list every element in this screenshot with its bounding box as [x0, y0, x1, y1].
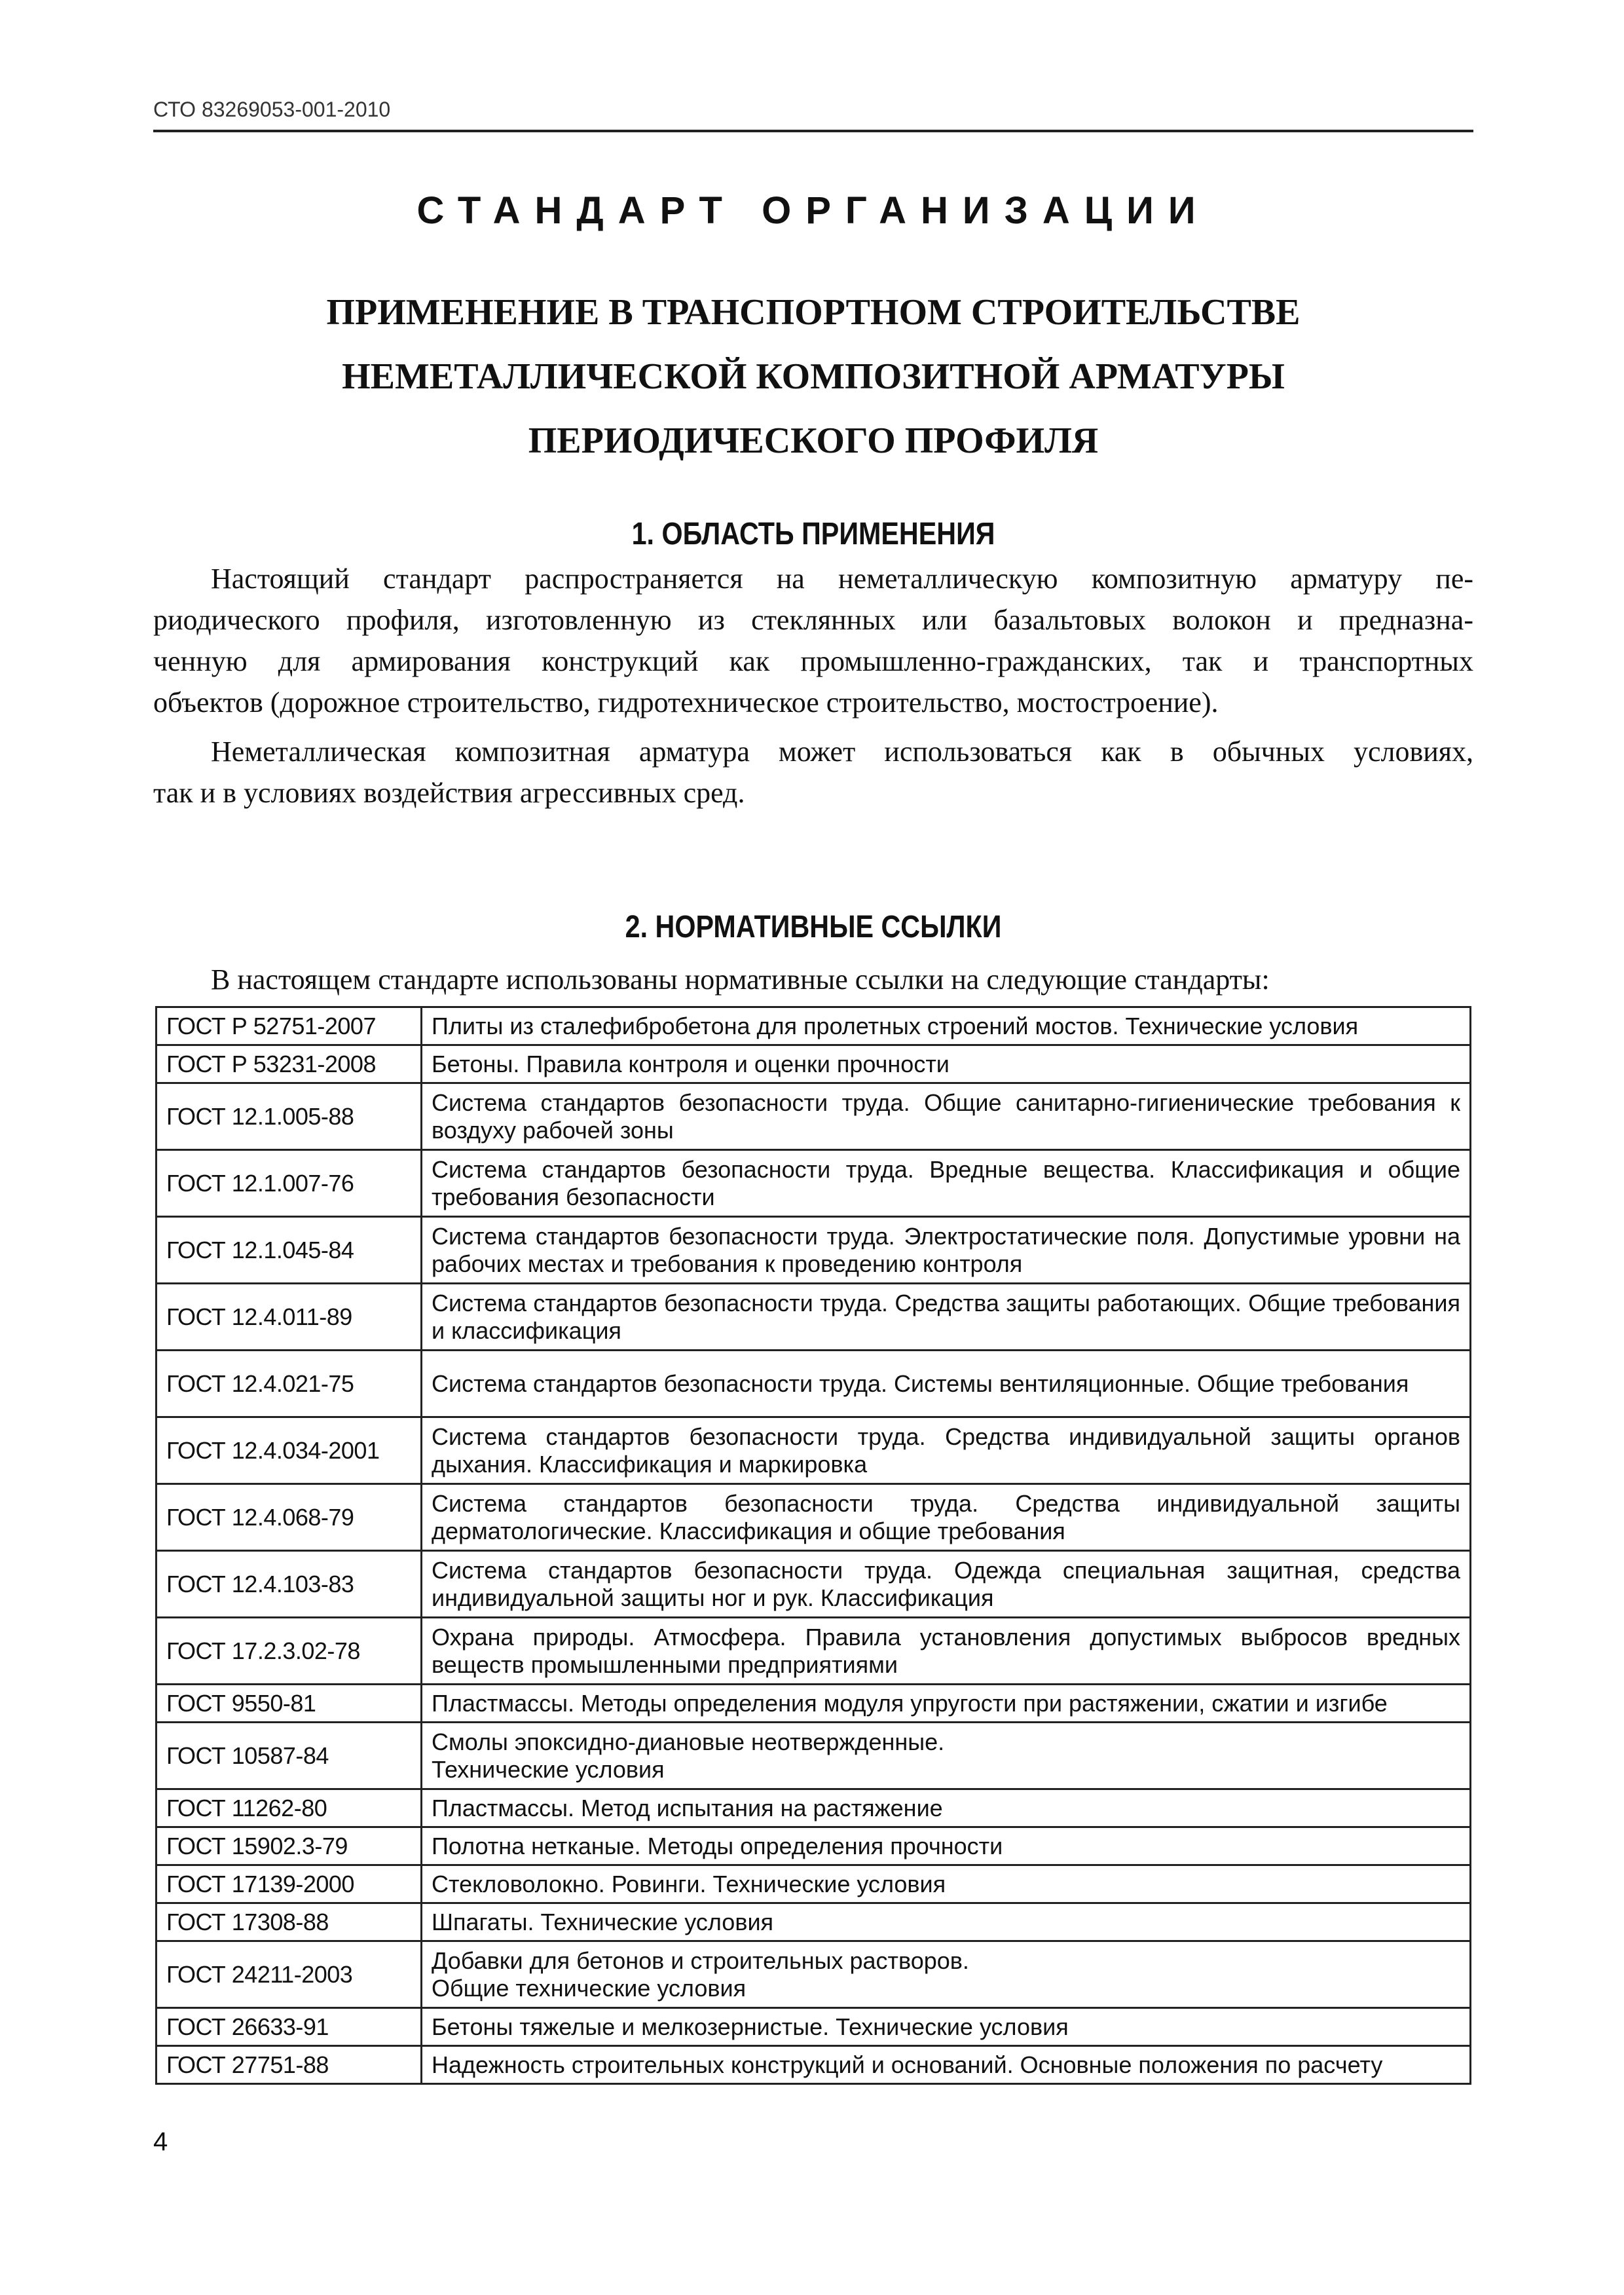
standard-code: ГОСТ 26633-91 — [157, 2008, 422, 2046]
table-row — [157, 1007, 1471, 1045]
section-1-heading: 1. ОБЛАСТЬ ПРИМЕНЕНИЯ — [631, 517, 995, 551]
document-code: СТО 83269053-001-2010 — [153, 98, 391, 121]
table-row — [157, 1217, 1471, 1284]
document-type-heading: СТАНДАРТ ОРГАНИЗАЦИИ — [416, 189, 1210, 232]
table-row — [157, 2046, 1471, 2084]
standard-code: ГОСТ 27751-88 — [157, 2046, 422, 2084]
text-line: Неметаллическая композитная арматура может использоваться как в обычных условиях, — [211, 736, 1473, 768]
standard-description: Бетоны. Правила контроля и оценки прочности — [422, 1045, 1471, 1083]
standard-description: Пластмассы. Метод испытания на растяжение — [422, 1789, 1471, 1827]
standard-description: Стекловолокно. Ровинги. Технические условия — [422, 1865, 1471, 1903]
standard-description: Шпагаты. Технические условия — [422, 1903, 1471, 1941]
standard-description: Система стандартов безопасности труда. Электростатические поля. Допустимые уровни на рабочих местах и требования к проведению контроля — [422, 1217, 1471, 1284]
standard-code: ГОСТ 9550-81 — [157, 1685, 422, 1723]
standard-code: ГОСТ 12.4.103-83 — [157, 1551, 422, 1618]
standard-code: ГОСТ 12.4.068-79 — [157, 1484, 422, 1551]
standard-code: ГОСТ 12.1.007-76 — [157, 1150, 422, 1217]
standard-description: Система стандартов безопасности труда. Средства защиты работающих. Общие требования и классификация — [422, 1284, 1471, 1351]
table-row — [157, 1351, 1471, 1417]
standard-code: ГОСТ 17139-2000 — [157, 1865, 422, 1903]
standard-code: ГОСТ Р 52751-2007 — [157, 1007, 422, 1045]
text-line: объектов (дорожное строительство, гидротехническое строительство, мостостроение). — [153, 686, 1219, 718]
standard-code: ГОСТ 17.2.3.02-78 — [157, 1618, 422, 1685]
table-row — [157, 1284, 1471, 1351]
standard-code: ГОСТ 15902.3-79 — [157, 1827, 422, 1865]
standard-description: Полотна нетканые. Методы определения прочности — [422, 1827, 1471, 1865]
table-row — [157, 1551, 1471, 1618]
table-row — [157, 1941, 1471, 2008]
standard-code: ГОСТ 12.4.034-2001 — [157, 1417, 422, 1484]
title-line: ПРИМЕНЕНИЕ В ТРАНСПОРТНОМ СТРОИТЕЛЬСТВЕ — [326, 292, 1301, 333]
standard-description: Плиты из сталефибробетона для пролетных строений мостов. Технические условия — [422, 1007, 1471, 1045]
table-row — [157, 2008, 1471, 2046]
standard-code: ГОСТ Р 53231-2008 — [157, 1045, 422, 1083]
standard-code: ГОСТ 24211-2003 — [157, 1941, 422, 2008]
standard-description: Система стандартов безопасности труда. Одежда специальная защитная, средства индивидуальной защиты ног и рук. Классификация — [422, 1551, 1471, 1618]
standard-description: Система стандартов безопасности труда. Вредные вещества. Классификация и общие требования безопасности — [422, 1150, 1471, 1217]
standard-code: ГОСТ 12.1.005-88 — [157, 1083, 422, 1150]
standard-description: Охрана природы. Атмосфера. Правила установления допустимых выбросов вредных веществ промышленными предприятиями — [422, 1618, 1471, 1685]
table-row — [157, 1618, 1471, 1685]
table-row — [157, 1789, 1471, 1827]
section-2-heading: 2. НОРМАТИВНЫЕ ССЫЛКИ — [625, 910, 1002, 944]
standard-code: ГОСТ 12.4.011-89 — [157, 1284, 422, 1351]
scope-paragraph-2 — [153, 731, 1473, 813]
standard-code: ГОСТ 12.4.021-75 — [157, 1351, 422, 1417]
table-row — [157, 1150, 1471, 1217]
text-line: Настоящий стандарт распространяется на неметаллическую композитную арматуру пе- — [211, 563, 1473, 595]
references-table — [155, 1006, 1471, 2085]
text-line: так и в условиях воздействия агрессивных сред. — [153, 777, 745, 809]
standard-code: ГОСТ 17308-88 — [157, 1903, 422, 1941]
running-header — [153, 90, 1473, 132]
standard-code: ГОСТ 10587-84 — [157, 1723, 422, 1789]
document-title — [153, 280, 1473, 473]
table-row — [157, 1083, 1471, 1150]
scope-paragraph-1 — [153, 558, 1473, 723]
standard-code: ГОСТ 12.1.045-84 — [157, 1217, 422, 1284]
table-row — [157, 1685, 1471, 1723]
standard-description: Смолы эпоксидно-диановые неотвержденные. Технические условия — [422, 1723, 1471, 1789]
standard-description: Система стандартов безопасности труда. Средства индивидуальной защиты органов дыхания. Классификация и маркировка — [422, 1417, 1471, 1484]
table-row — [157, 1484, 1471, 1551]
standard-code: ГОСТ 11262-80 — [157, 1789, 422, 1827]
text-line: ченную для армирования конструкций как промышленно-гражданских, так и транспортных — [153, 645, 1473, 677]
standard-description: Добавки для бетонов и строительных растворов. Общие технические условия — [422, 1941, 1471, 2008]
table-row — [157, 1045, 1471, 1083]
standard-description: Система стандартов безопасности труда. Системы вентиляционные. Общие требования — [422, 1351, 1471, 1417]
text-line: риодического профиля, изготовленную из стеклянных или базальтовых волокон и предназна- — [153, 604, 1473, 636]
standard-description: Бетоны тяжелые и мелкозернистые. Технические условия — [422, 2008, 1471, 2046]
table-row — [157, 1827, 1471, 1865]
references-intro: В настоящем стандарте использованы нормативные ссылки на следующие стандарты: — [211, 963, 1270, 996]
table-row — [157, 1723, 1471, 1789]
page-number: 4 — [153, 2127, 168, 2156]
table-row — [157, 1417, 1471, 1484]
title-line: ПЕРИОДИЧЕСКОГО ПРОФИЛЯ — [528, 420, 1099, 461]
standard-description: Надежность строительных конструкций и оснований. Основные положения по расчету — [422, 2046, 1471, 2084]
standard-description: Пластмассы. Методы определения модуля упругости при растяжении, сжатии и изгибе — [422, 1685, 1471, 1723]
standard-description: Система стандартов безопасности труда. Общие санитарно-гигиенические требования к воздуху рабочей зоны — [422, 1083, 1471, 1150]
standard-description: Система стандартов безопасности труда. Средства индивидуальной защиты дерматологические. Классификация и общие требования — [422, 1484, 1471, 1551]
table-row — [157, 1865, 1471, 1903]
table-row — [157, 1903, 1471, 1941]
title-line: НЕМЕТАЛЛИЧЕСКОЙ КОМПОЗИТНОЙ АРМАТУРЫ — [342, 356, 1285, 397]
